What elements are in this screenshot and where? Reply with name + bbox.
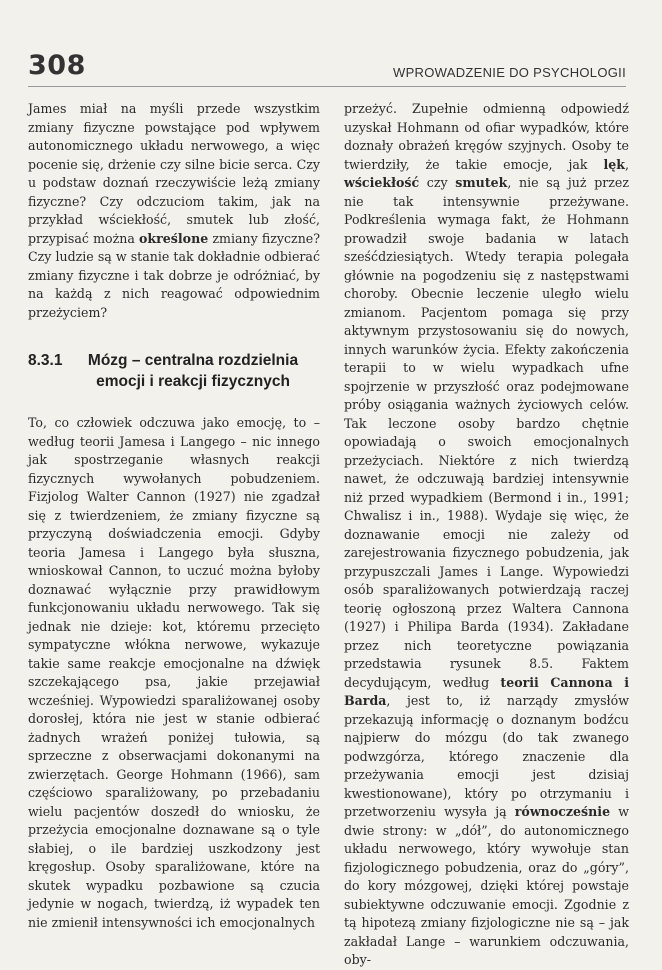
text-run: czy [419,175,456,190]
page-number: 308 [28,50,86,81]
text-run: , nie są już przez nie tak intensywnie przeżywane. Podkreślenia wymaga fakt, że Hohmann prowadził swoje badania w latach sześćdziesiątych. Wtedy terapia polegała głównie na pogodzeniu się z następstwami choroby. Obecnie leczenie uległo wielu zmianom. Pacjentom pomaga się przy aktywnym przystosowaniu się do nowych, innych warunków życia. Efekty zakończenia terapii to w wielu wypadkach ufne spojrzenie w przyszłość oraz podejmowane próby osiągania ważnych życiowych celów. Tak leczone osoby bardzo chętnie opowiadają o swoich emocjonalnych przeżyciach. Niektóre z nich twierdzą nawet, że odczuwają bardziej intensywnie niż przed wypadkiem (Bermond i in., 1991; Chwalisz i in., 1988). Wydaje się więc, że doznawanie emocji nie zależy od zarejestrowania fizycznego pobudzenia, jak przypuszczali James i Lange. Wypowiedzi osób sparaliżowanych potwierdzają raczej teorię ogłoszoną przez Waltera Cannona (1927) i Philipa Barda (1934). Zakładane przez nich teoretyczne powiązania przedstawia rysunek 8.5. Faktem decydującym, według [344,175,629,690]
emphasis-term: określone [139,230,209,246]
emphasis-term: smutek [455,175,508,190]
text-run: przeżyć. Zupełnie odmienną odpowiedź uzyskał Hohmann od ofiar wypadków, które doznały obrażeń kręgów szyjnych. Osoby te twierdziły, że takie emocje, jak [344,101,629,172]
section-number: 8.3.1 [28,352,63,369]
text-run: w dwie strony: w „dół”, do autonomicznego układu nerwowego, który wywołuje stan fizjologicznego pobudzenia, oraz do „góry”, do kory mózgowej, dzięki której powstaje subiektywne odczuwanie emocji. Zgodnie z tą hipotezą zmiany fizjologiczne nie są – jak zakładał Lange – warunkiem odczuwania, oby- [344,804,629,967]
section-heading [28,350,320,392]
left-column [28,100,320,932]
body-paragraph-1 [28,100,320,322]
body-paragraph-3 [344,100,629,970]
emphasis-term: teorii Cannona i Barda [344,674,629,708]
text-run: zmiany fizyczne? Czy ludzie są w stanie tak dokładnie odbierać zmiany fizyczne i tak dobrze je odróżniać, by na każdą z nich reagować odpowiednim przeżyciem? [28,230,321,320]
running-title: WPROWADZENIE DO PSYCHOLOGII [393,65,626,80]
emphasis-term: lęk [603,156,625,172]
emphasis-term: równocześnie [514,804,611,819]
body-paragraph-2: To, co człowiek odczuwa jako emocję, to – według teorii Jamesa i Langego – nic innego jak spostrzeganie własnych reakcji fizycznych wywołanych pobudzeniem. Fizjolog Walter Cannon (1927) nie zgadzał się z twierdzeniem, że zmiany fizyczne są przyczyną doświadczenia emocji. Gdyby teoria Jamesa i Langego była słuszna, wnioskował Cannon, to uczuć można byłoby doznawać wyłącznie przy prawidłowym funkcjonowaniu układu nerwowego. Tak się jednak nie dzieje: kot, któremu przecięto sympatyczne włókna nerwowe, wykazuje takie same reakcje emocjonalne na dźwięk szczekającego psa, jakie przejawiał wcześniej. Wypowiedzi sparaliżowanej osoby dorosłej, która nie jest w stanie odbierać żadnych wrażeń poniżej tułowia, są sprzeczne z obserwacjami dokonanymi na zwierzętach. George Hohmann (1966), sam częściowo sparaliżowany, po przebadaniu wielu pacjentów doszedł do wniosku, że przeżycia emocjonalne doznawane są o tyle słabiej, o ile bardziej uszkodzony jest kręgosłup. Osoby sparaliżowane, które na skutek wypadku pozbawione są czucia jedynie w nogach, twierdzą, iż wypadek ten nie zmienił intensywności ich emocjonalnych [28,415,320,930]
right-column [344,100,629,970]
header-divider [28,86,626,87]
text-run: James miał na myśli przede wszystkim zmiany fizyczne powstające pod wpływem autonomicznego układu nerwowego, a więc pocenie się, drżenie czy silne bicie serca. Czy u podstaw doznań rzeczywiście leżą zmiany fizyczne? Czy odczuciom takim, jak na przykład wściekłość, smutek lub złość, przypisać można [28,101,320,246]
text-run: , [624,156,629,172]
text-run: , jest to, iż narządy zmysłów przekazują informację o doznanym bodźcu najpierw do mózgu (do tak zwanego podwzgórza, którego znaczenie dla przeżywania emocji jest dzisiaj kwestionowane), który po otrzymaniu i przetworzeniu wysyła ją [344,693,629,819]
emphasis-term: wściekłość [344,175,420,190]
section-title: Mózg – centralna rozdzielnia emocji i reakcji fizycznych [87,352,299,390]
